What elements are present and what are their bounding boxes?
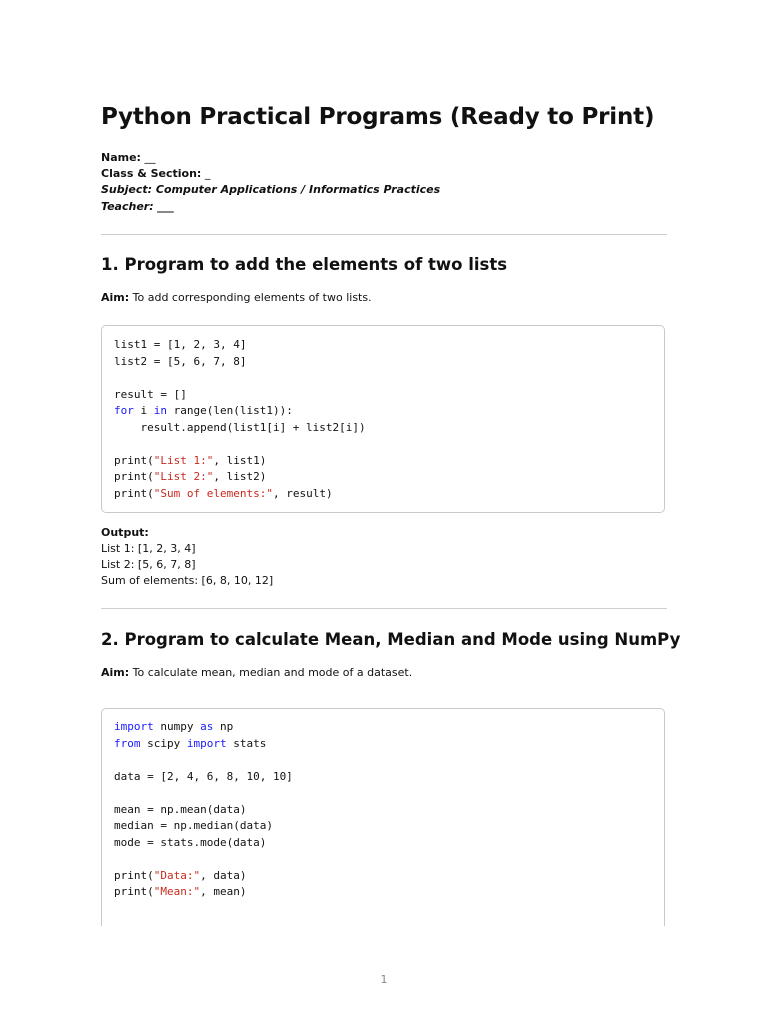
page-title: Python Practical Programs (Ready to Print) xyxy=(101,104,655,130)
code-block-1 xyxy=(101,325,665,513)
class-value: _ xyxy=(204,167,211,180)
output-line: List 1: [1, 2, 3, 4] xyxy=(101,542,196,555)
class-label: Class & Section: xyxy=(101,167,202,180)
student-name-line xyxy=(101,150,155,166)
output-line: Sum of elements: [6, 8, 10, 12] xyxy=(101,574,274,587)
teacher-line xyxy=(101,199,174,215)
teacher-label: Teacher: xyxy=(101,200,154,213)
aim-text: To calculate mean, median and mode of a dataset. xyxy=(132,666,413,679)
name-label: Name: xyxy=(101,151,141,164)
page-number: 1 xyxy=(380,973,388,986)
section-2-heading: 2. Program to calculate Mean, Median and Mode using NumPy xyxy=(101,630,681,649)
section-1-heading: 1. Program to add the elements of two lists xyxy=(101,255,508,274)
section-2-aim xyxy=(101,666,412,679)
code-1: list1 = [1, 2, 3, 4] list2 = [5, 6, 7, 8] result = [] for i in range(len(list1)): result.append(list1[i] + list2[i]) print("List 1:", list1) print("List 2:", list2) print("Sum of elements:", result) xyxy=(114,338,366,500)
code-2: import numpy as np from scipy import stats data = [2, 4, 6, 8, 10, 10] mean = np.mean(data) median = np.median(data) mode = stats.mode(data) print("Data:", data) print("Mean:", mean) xyxy=(114,720,293,898)
subject-text: Subject: Computer Applications / Informatics Practices xyxy=(101,183,441,196)
output-label: Output: xyxy=(101,526,149,539)
section-1-aim xyxy=(101,291,372,304)
class-section-line xyxy=(101,166,210,182)
aim-label: Aim: xyxy=(101,666,130,679)
aim-label: Aim: xyxy=(101,291,130,304)
teacher-value: ___ xyxy=(157,200,174,213)
name-value: __ xyxy=(144,151,156,164)
code-block-2 xyxy=(101,708,665,926)
divider xyxy=(101,608,667,609)
output-line: List 2: [5, 6, 7, 8] xyxy=(101,558,196,571)
divider xyxy=(101,234,667,235)
subject-line xyxy=(101,182,440,198)
aim-text: To add corresponding elements of two lists. xyxy=(132,291,372,304)
